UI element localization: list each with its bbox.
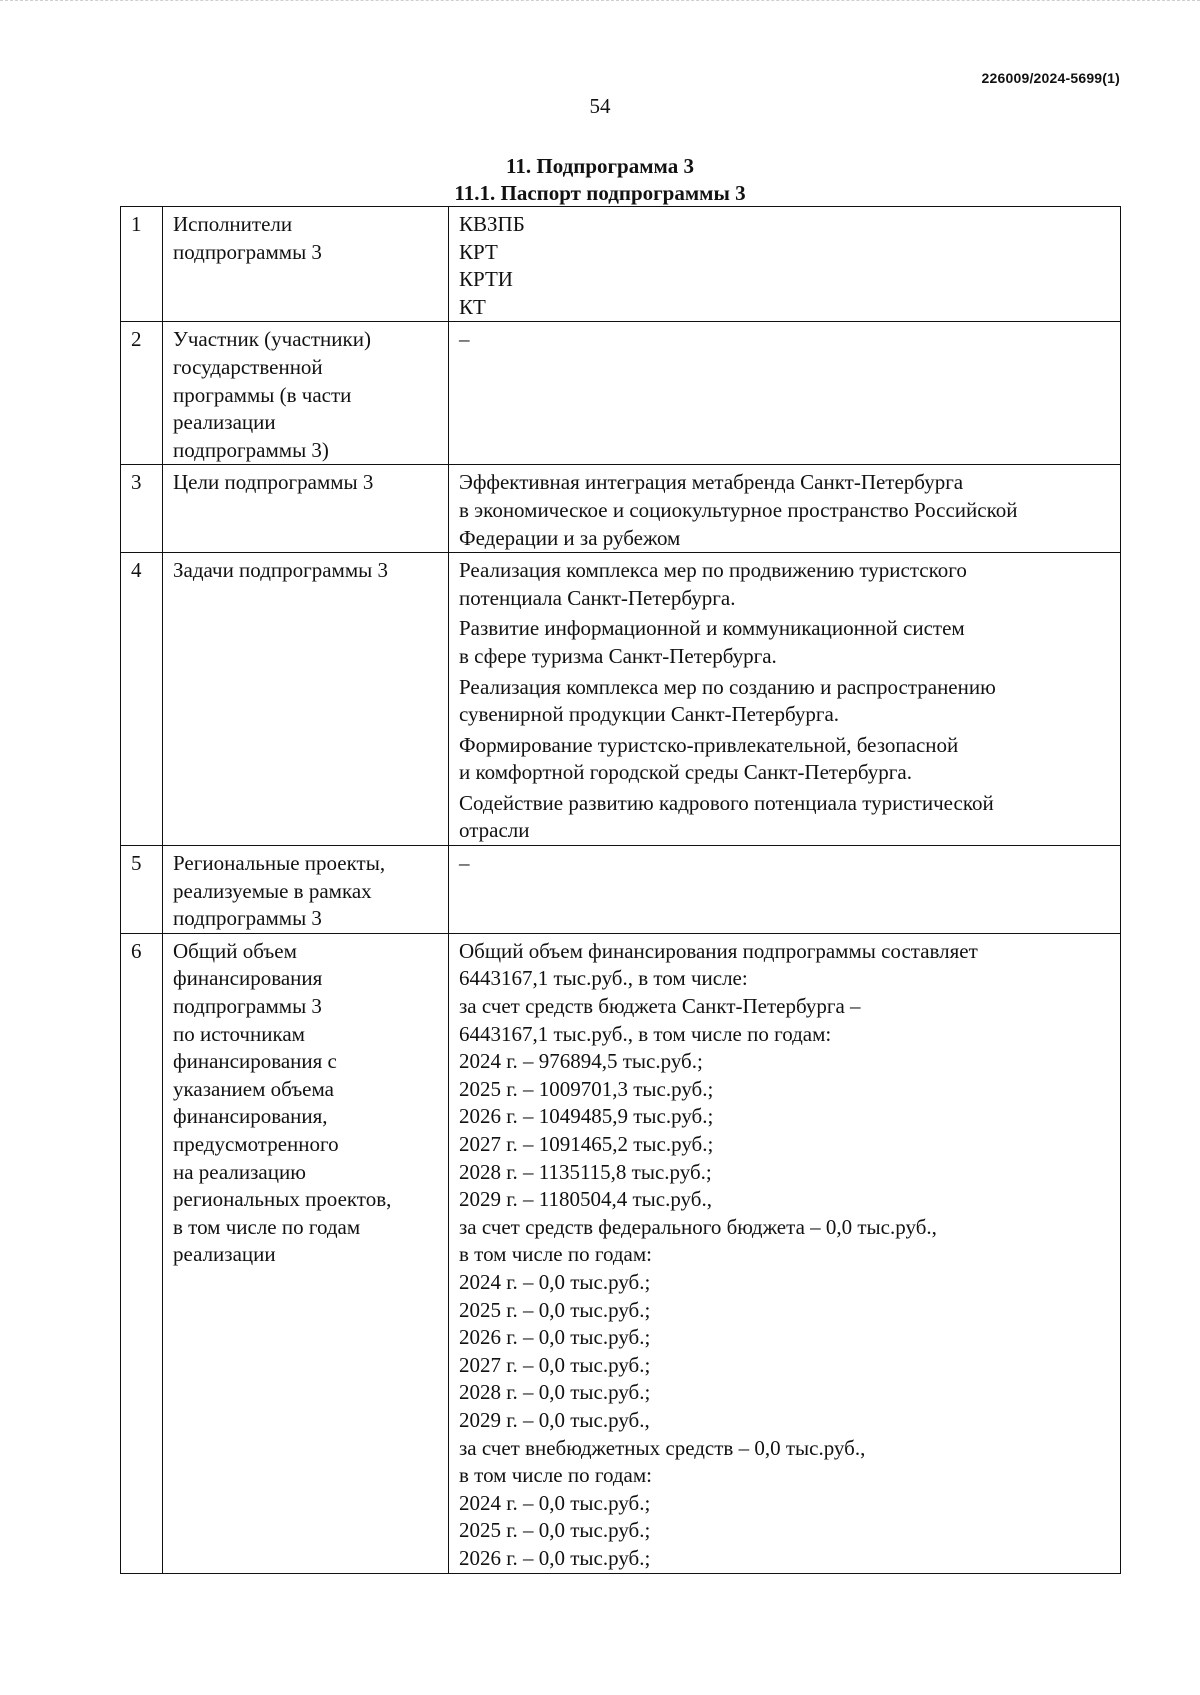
row-number: 3 — [121, 465, 163, 553]
value-line: Общий объем финансирования подпрограммы составляет — [459, 938, 978, 963]
value-line: в сфере туризма Санкт-Петербурга. — [459, 643, 777, 668]
scan-edge — [0, 0, 1200, 3]
row-label — [163, 933, 449, 1573]
label-line: Общий объем — [173, 938, 297, 963]
table-row — [121, 322, 1121, 465]
label-line: региональных проектов, — [173, 1187, 392, 1212]
table-row — [121, 933, 1121, 1573]
label-line: финансирования с — [173, 1049, 337, 1074]
value-line: КРТ — [459, 239, 498, 264]
value-line: и комфортной городской среды Санкт-Петербурга. — [459, 760, 912, 785]
value-line: КРТИ — [459, 267, 513, 292]
label-line: подпрограммы 3 — [173, 994, 322, 1019]
section-title: 11. Подпрограмма 3 — [506, 154, 694, 178]
label-line: реализации — [173, 410, 276, 435]
value-line: КТ — [459, 294, 486, 319]
row-label — [163, 553, 449, 846]
label-line: подпрограммы 3 — [173, 239, 322, 264]
label-line: реализации — [173, 1242, 276, 1267]
value-line: – — [459, 327, 470, 352]
label-line: подпрограммы 3 — [173, 906, 322, 931]
value-line: 2028 г. – 0,0 тыс.руб.; — [459, 1380, 651, 1405]
label-line: в том числе по годам — [173, 1214, 361, 1239]
row-label — [163, 207, 449, 322]
value-line: Формирование туристско-привлекательной, безопасной — [459, 732, 959, 757]
value-line: 6443167,1 тыс.руб., в том числе по годам: — [459, 1021, 832, 1046]
label-line: на реализацию — [173, 1159, 306, 1184]
value-line: за счет средств бюджета Санкт-Петербурга – — [459, 994, 861, 1019]
value-line: потенциала Санкт-Петербурга. — [459, 585, 736, 610]
label-line: государственной — [173, 354, 323, 379]
passport-table — [120, 206, 1121, 1574]
value-line: 2029 г. – 1180504,4 тыс.руб., — [459, 1187, 712, 1212]
value-line: 2029 г. – 0,0 тыс.руб., — [459, 1407, 650, 1432]
row-value — [449, 207, 1121, 322]
row-value — [449, 465, 1121, 553]
row-label — [163, 846, 449, 934]
label-line: указанием объема — [173, 1076, 334, 1101]
row-value — [449, 846, 1121, 934]
value-line: отрасли — [459, 818, 530, 843]
label-line: предусмотренного — [173, 1132, 339, 1156]
row-number: 5 — [121, 846, 163, 934]
value-line: 2024 г. – 976894,5 тыс.руб.; — [459, 1049, 703, 1074]
row-number: 6 — [121, 933, 163, 1573]
row-value — [449, 933, 1121, 1573]
value-line: 2025 г. – 0,0 тыс.руб.; — [459, 1518, 651, 1543]
value-line: 6443167,1 тыс.руб., в том числе: — [459, 966, 748, 991]
label-line: Задачи подпрограммы 3 — [173, 558, 388, 583]
row-value — [449, 322, 1121, 465]
row-label — [163, 465, 449, 553]
value-line: Федерации и за рубежом — [459, 525, 681, 550]
value-line: 2026 г. – 0,0 тыс.руб.; — [459, 1325, 651, 1350]
value-line: за счет внебюджетных средств – 0,0 тыс.руб., — [459, 1435, 866, 1460]
label-line: подпрограммы 3) — [173, 437, 329, 462]
table-row — [121, 553, 1121, 846]
document-number: 226009/2024-5699(1) — [981, 70, 1120, 86]
label-line: Исполнители — [173, 212, 293, 236]
value-line: КВЗПБ — [459, 212, 525, 236]
value-line: 2026 г. – 1049485,9 тыс.руб.; — [459, 1104, 714, 1129]
section-subtitle: 11.1. Паспорт подпрограммы 3 — [454, 181, 746, 205]
value-line: в том числе по годам: — [459, 1242, 652, 1267]
row-number: 1 — [121, 207, 163, 322]
label-line: Региональные проекты, — [173, 851, 386, 876]
value-line: в экономическое и социокультурное пространство Российской — [459, 497, 1018, 522]
value-line: Развитие информационной и коммуникационной систем — [459, 616, 965, 641]
page-number: 54 — [589, 94, 611, 118]
label-line: по источникам — [173, 1021, 305, 1046]
passport-table-body — [121, 207, 1121, 1574]
label-line: программы (в части — [173, 382, 352, 407]
label-line: финансирования — [173, 966, 323, 991]
value-line: за счет средств федерального бюджета – 0,0 тыс.руб., — [459, 1214, 937, 1239]
label-line: финансирования, — [173, 1104, 328, 1129]
label-line: Цели подпрограммы 3 — [173, 470, 374, 495]
row-value — [449, 553, 1121, 846]
value-line: 2024 г. – 0,0 тыс.руб.; — [459, 1490, 651, 1515]
value-line: 2024 г. – 0,0 тыс.руб.; — [459, 1269, 651, 1294]
value-line: Эффективная интеграция метабренда Санкт-Петербурга — [459, 470, 964, 495]
row-number: 4 — [121, 553, 163, 846]
value-line: 2025 г. – 0,0 тыс.руб.; — [459, 1297, 651, 1322]
label-line: реализуемые в рамках — [173, 878, 372, 903]
value-line: – — [459, 851, 470, 876]
value-line: 2027 г. – 1091465,2 тыс.руб.; — [459, 1132, 714, 1156]
value-line: 2028 г. – 1135115,8 тыс.руб.; — [459, 1159, 712, 1184]
value-line: Реализация комплекса мер по продвижению туристского — [459, 558, 967, 583]
value-line: 2026 г. – 0,0 тыс.руб.; — [459, 1545, 651, 1570]
value-line: Реализация комплекса мер по созданию и распространению — [459, 674, 996, 699]
value-line: 2025 г. – 1009701,3 тыс.руб.; — [459, 1076, 714, 1101]
row-number: 2 — [121, 322, 163, 465]
value-line: в том числе по годам: — [459, 1463, 652, 1488]
table-row — [121, 465, 1121, 553]
table-row — [121, 846, 1121, 934]
value-line: Содействие развитию кадрового потенциала туристической — [459, 790, 994, 815]
value-line: сувенирной продукции Санкт-Петербурга. — [459, 702, 840, 727]
row-label — [163, 322, 449, 465]
label-line: Участник (участники) — [173, 327, 371, 352]
value-line: 2027 г. – 0,0 тыс.руб.; — [459, 1352, 651, 1377]
table-row — [121, 207, 1121, 322]
